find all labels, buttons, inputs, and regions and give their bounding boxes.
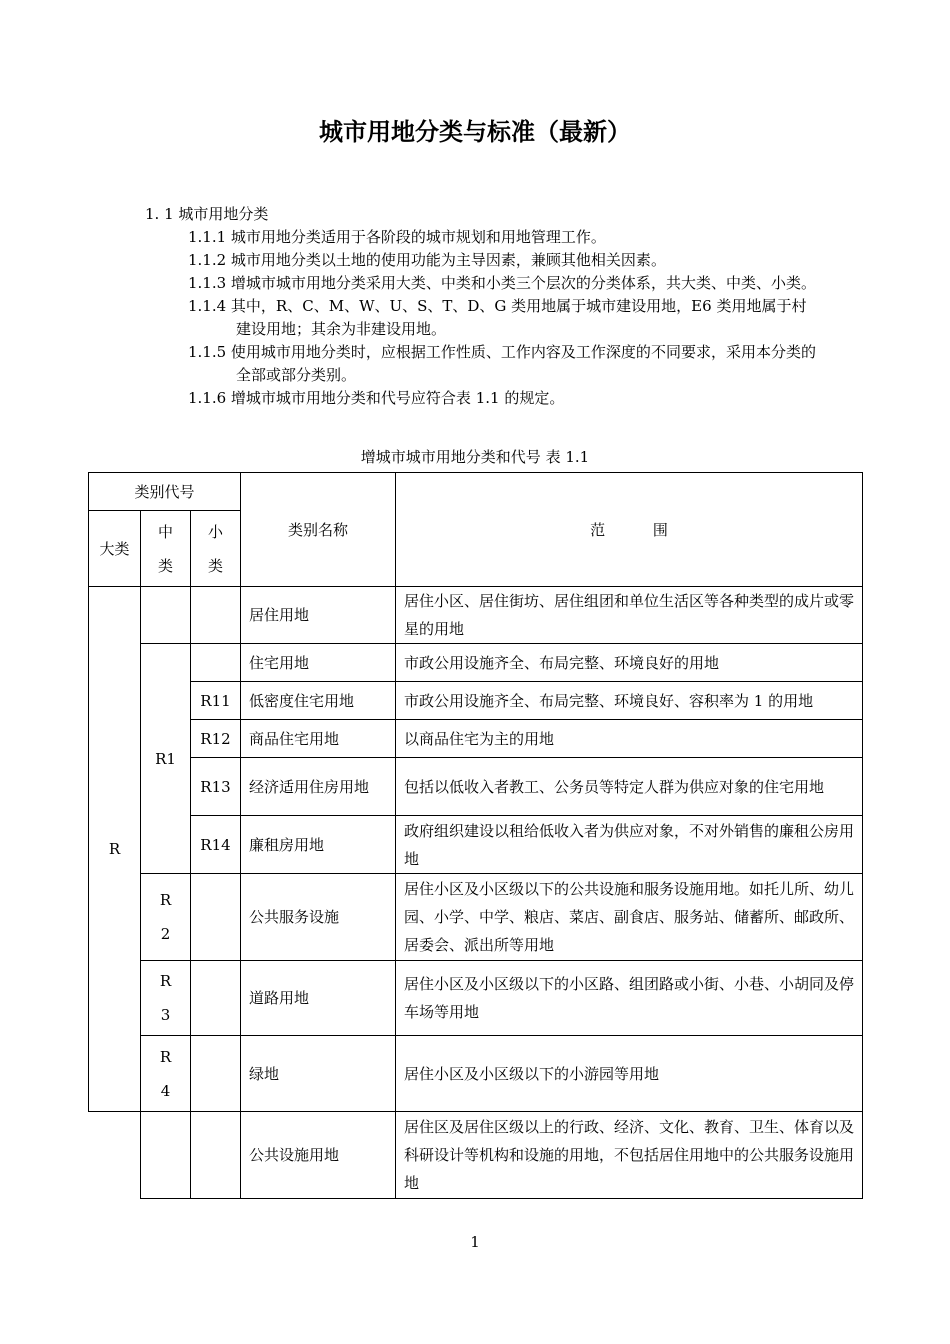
table-row (89, 1036, 863, 1112)
clause-item: 1.1.3 增城市城市用地分类采用大类、中类和小类三个层次的分类体系，共大类、中类、小类。 (188, 274, 816, 292)
header-minor: 小 类 (191, 511, 241, 587)
cell-minor (191, 1112, 241, 1199)
cell-name: 绿地 (241, 1036, 396, 1112)
page-title: 城市用地分类与标准（最新） (319, 118, 631, 146)
cell-minor: R14 (191, 816, 241, 874)
cell-scope: 居住小区、居住街坊、居住组团和单位生活区等各种类型的成片或零星的用地 (396, 587, 863, 644)
section-heading: 1. 1 城市用地分类 (145, 205, 269, 223)
cell-mid (141, 587, 191, 644)
cell-name: 商品住宅用地 (241, 720, 396, 758)
table-row (89, 644, 863, 682)
header-code: 类别代号 (89, 473, 241, 511)
table-row (89, 720, 863, 758)
cell-minor: R11 (191, 682, 241, 720)
cell-name: 低密度住宅用地 (241, 682, 396, 720)
cell-name: 公共设施用地 (241, 1112, 396, 1199)
cell-minor (191, 874, 241, 961)
cell-minor: R12 (191, 720, 241, 758)
cell-name: 道路用地 (241, 961, 396, 1036)
cell-mid: R1 (141, 644, 191, 874)
cell-major (89, 1112, 141, 1199)
cell-minor (191, 961, 241, 1036)
cell-mid: R 4 (141, 1036, 191, 1112)
cell-minor (191, 587, 241, 644)
table-row (89, 874, 863, 961)
cell-mid: R 2 (141, 874, 191, 961)
cell-mid: R 3 (141, 961, 191, 1036)
table-row (89, 816, 863, 874)
header-major: 大类 (89, 511, 141, 587)
table-row (89, 587, 863, 644)
table-row (89, 682, 863, 720)
cell-scope: 以商品住宅为主的用地 (396, 720, 863, 758)
clause-item: 1.1.2 城市用地分类以土地的使用功能为主导因素，兼顾其他相关因素。 (188, 251, 666, 269)
cell-name: 经济适用住房用地 (241, 758, 396, 816)
clause-item: 1.1.5 使用城市用地分类时，应根据工作性质、工作内容及工作深度的不同要求，采用本分类的全部或部分类别。 (188, 343, 816, 384)
cell-scope: 居住小区及小区级以下的小游园等用地 (396, 1036, 863, 1112)
clause-item: 1.1.1 城市用地分类适用于各阶段的城市规划和用地管理工作。 (188, 228, 606, 246)
cell-scope: 政府组织建设以租给低收入者为供应对象，不对外销售的廉租公房用地 (396, 816, 863, 874)
cell-name: 廉租房用地 (241, 816, 396, 874)
clause-list (188, 226, 818, 410)
page-number: 1 (470, 1233, 480, 1251)
table-header-row (89, 473, 863, 511)
cell-scope: 市政公用设施齐全、布局完整、环境良好的用地 (396, 644, 863, 682)
table-row (89, 758, 863, 816)
land-use-table (88, 472, 863, 1199)
table-row (89, 1112, 863, 1199)
cell-name: 居住用地 (241, 587, 396, 644)
header-scope: 范 围 (396, 473, 863, 587)
clause-item: 1.1.6 增城市城市用地分类和代号应符合表 1.1 的规定。 (188, 389, 565, 407)
cell-minor: R13 (191, 758, 241, 816)
cell-scope: 包括以低收入者教工、公务员等特定人群为供应对象的住宅用地 (396, 758, 863, 816)
cell-scope: 居住小区及小区级以下的小区路、组团路或小街、小巷、小胡同及停车场等用地 (396, 961, 863, 1036)
clause-item: 1.1.4 其中，R、C、M、W、U、S、T、D、G 类用地属于城市建设用地，E6 类用地属于村建设用地；其余为非建设用地。 (188, 297, 807, 338)
cell-minor (191, 644, 241, 682)
header-name: 类别名称 (241, 473, 396, 587)
cell-mid (141, 1112, 191, 1199)
header-mid: 中 类 (141, 511, 191, 587)
cell-minor (191, 1036, 241, 1112)
cell-name: 住宅用地 (241, 644, 396, 682)
cell-scope: 居住小区及小区级以下的公共设施和服务设施用地。如托儿所、幼儿园、小学、中学、粮店、菜店、副食店、服务站、储蓄所、邮政所、居委会、派出所等用地 (396, 874, 863, 961)
table-row (89, 961, 863, 1036)
table-caption: 增城市城市用地分类和代号 表 1.1 (360, 448, 590, 466)
cell-scope: 市政公用设施齐全、布局完整、环境良好、容积率为 1 的用地 (396, 682, 863, 720)
cell-name: 公共服务设施 (241, 874, 396, 961)
cell-scope: 居住区及居住区级以上的行政、经济、文化、教育、卫生、体育以及科研设计等机构和设施的用地，不包括居住用地中的公共服务设施用地 (396, 1112, 863, 1199)
cell-major: R (89, 587, 141, 1112)
